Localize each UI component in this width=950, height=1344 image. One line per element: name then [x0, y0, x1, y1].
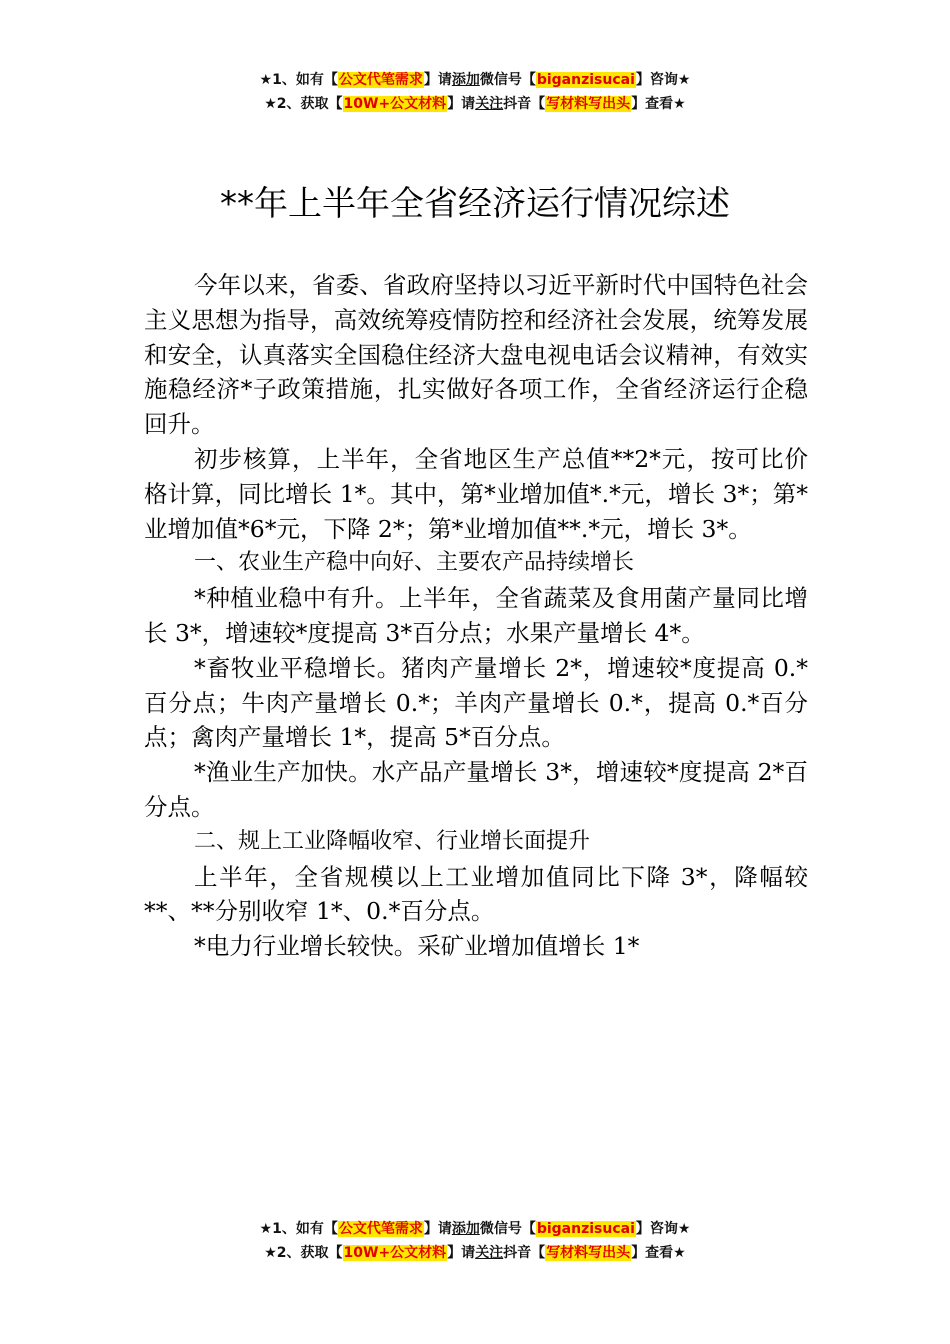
paragraph: 初步核算，上半年，全省地区生产总值**2*元，按可比价格计算，同比增长 1*。其中，第*业增加值*.*元，增长 3*；第*业增加值*6*元，下降 2*；第*业增加值**.*元，增长 3*。 [144, 444, 808, 543]
promo-underline: 添加 [451, 1221, 480, 1237]
promo-douyin-account: 写材料写出头 [546, 1245, 631, 1261]
promo-text: 】请 [423, 72, 452, 88]
promo-line-2 [0, 92, 950, 116]
promo-text: 微信号【 [479, 1221, 536, 1237]
paragraph: *畜牧业平稳增长。猪肉产量增长 2*，增速较*度提高 0.*百分点；牛肉产量增长 0.*；羊肉产量增长 0.*，提高 0.*百分点；禽肉产量增长 1*，提高 5*百分点。 [144, 653, 808, 752]
paragraph: 上半年，全省规模以上工业增加值同比下降 3*，降幅较**、**分别收窄 1*、0.*百分点。 [144, 862, 808, 926]
document-body [144, 268, 808, 964]
promo-highlight: 公文代笔需求 [338, 1221, 423, 1237]
promo-text: 】咨询★ [635, 72, 691, 88]
promo-text: 】请 [447, 1245, 476, 1261]
promo-text: ★2、获取【 [264, 1245, 343, 1261]
promo-highlight: 公文代笔需求 [338, 72, 423, 88]
promo-line-1 [0, 1217, 950, 1241]
promo-underline: 添加 [451, 72, 480, 88]
promo-text: ★2、获取【 [264, 96, 343, 112]
promo-line-1 [0, 68, 950, 92]
paragraph: *渔业生产加快。水产品产量增长 3*，增速较*度提高 2*百分点。 [144, 758, 808, 821]
promo-text: 】咨询★ [635, 1221, 691, 1237]
promo-text: 】查看★ [631, 96, 686, 112]
footer-promo-banner [0, 1217, 950, 1265]
document-title: **年上半年全省经济运行情况综述 [220, 184, 730, 224]
promo-text: 抖音【 [503, 96, 546, 112]
promo-text: 微信号【 [479, 72, 536, 88]
promo-text: ★1、如有【 [259, 1221, 338, 1237]
promo-text: 抖音【 [503, 1245, 546, 1261]
promo-text: 】查看★ [631, 1245, 686, 1261]
promo-highlight: 10W+公文材料 [343, 96, 447, 112]
promo-wechat-id: biganzisucai [536, 72, 635, 88]
paragraph: 今年以来，省委、省政府坚持以习近平新时代中国特色社会主义思想为指导，高效统筹疫情防控和经济社会发展，统筹发展和安全，认真落实全国稳住经济大盘电视电话会议精神，有效实施稳经济*子政策措施，扎实做好各项工作，全省经济运行企稳回升。 [144, 271, 808, 439]
promo-wechat-id: biganzisucai [536, 1221, 635, 1237]
paragraph: *种植业稳中有升。上半年，全省蔬菜及食用菌产量同比增长 3*，增速较*度提高 3*百分点；水果产量增长 4*。 [144, 584, 808, 647]
promo-highlight: 10W+公文材料 [343, 1245, 447, 1261]
promo-text: ★1、如有【 [259, 72, 338, 88]
promo-text: 】请 [447, 96, 476, 112]
promo-underline: 关注 [475, 96, 504, 112]
section-heading: 二、规上工业降幅收窄、行业增长面提升 [194, 828, 591, 854]
header-promo-banner [0, 68, 950, 116]
promo-douyin-account: 写材料写出头 [546, 96, 631, 112]
promo-underline: 关注 [475, 1245, 504, 1261]
promo-text: 】请 [423, 1221, 452, 1237]
promo-line-2 [0, 1241, 950, 1265]
section-heading: 一、农业生产稳中向好、主要农产品持续增长 [194, 550, 635, 576]
paragraph: *电力行业增长较快。采矿业增加值增长 1* [194, 932, 640, 961]
